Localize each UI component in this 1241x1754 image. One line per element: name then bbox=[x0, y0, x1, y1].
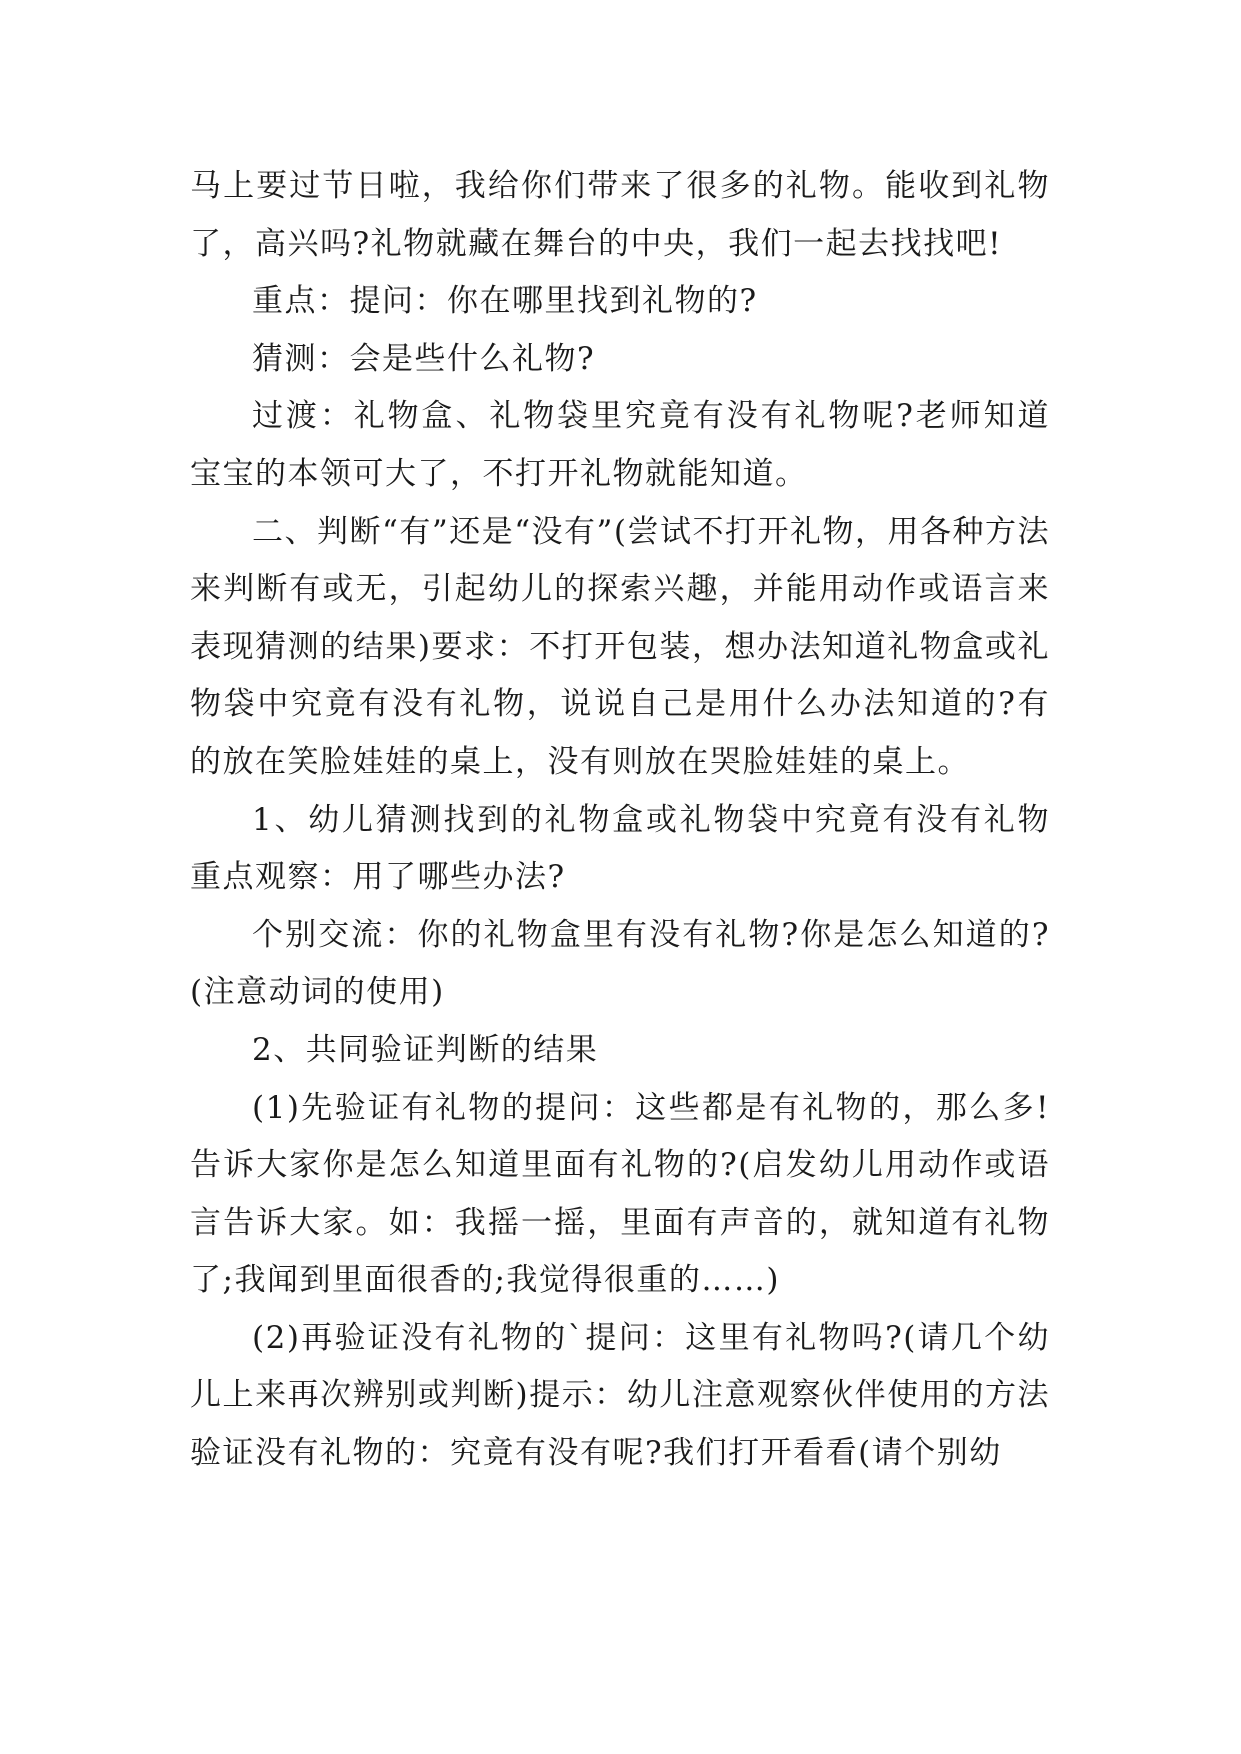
paragraph-guess: 猜测：会是些什么礼物? bbox=[252, 340, 596, 377]
paragraph-verify-with-gift: (1)先验证有礼物的提问：这些都是有礼物的，那么多!告诉大家你是怎么知道里面有礼物的?(启发幼儿用动作或语言告诉大家。如：我摇一摇，里面有声音的，就知道有礼物了;我闻到里面很香的;我觉得很重的……) bbox=[190, 1089, 1050, 1299]
document-body bbox=[190, 158, 1050, 1483]
paragraph-individual-exchange: 个别交流：你的礼物盒里有没有礼物?你是怎么知道的?(注意动词的使用) bbox=[190, 916, 1050, 1011]
paragraph-verify-without-gift: (2)再验证没有礼物的`提问：这里有礼物吗?(请几个幼儿上来再次辨别或判断)提示：幼儿注意观察伙伴使用的方法验证没有礼物的：究竟有没有呢?我们打开看看(请个别幼 bbox=[190, 1319, 1050, 1472]
paragraph-intro: 马上要过节日啦，我给你们带来了很多的礼物。能收到礼物了，高兴吗?礼物就藏在舞台的中央，我们一起去找找吧! bbox=[190, 168, 1050, 262]
paragraph-key-question: 重点：提问：你在哪里找到礼物的? bbox=[252, 283, 758, 320]
paragraph-section-two: 二、判断“有”还是“没有”(尝试不打开礼物，用各种方法来判断有或无，引起幼儿的探索兴趣，并能用动作或语言来表现猜测的结果)要求：不打开包装，想办法知道礼物盒或礼物袋中究竟有没有礼物，说说自己是用什么办法知道的?有的放在笑脸娃娃的桌上，没有则放在哭脸娃娃的桌上。 bbox=[190, 513, 1050, 780]
paragraph-step-one: 1、幼儿猜测找到的礼物盒或礼物袋中究竟有没有礼物重点观察：用了哪些办法? bbox=[190, 801, 1050, 896]
paragraph-step-two: 2、共同验证判断的结果 bbox=[252, 1031, 599, 1068]
paragraph-transition: 过渡：礼物盒、礼物袋里究竟有没有礼物呢?老师知道宝宝的本领可大了，不打开礼物就能知道。 bbox=[190, 398, 1050, 492]
